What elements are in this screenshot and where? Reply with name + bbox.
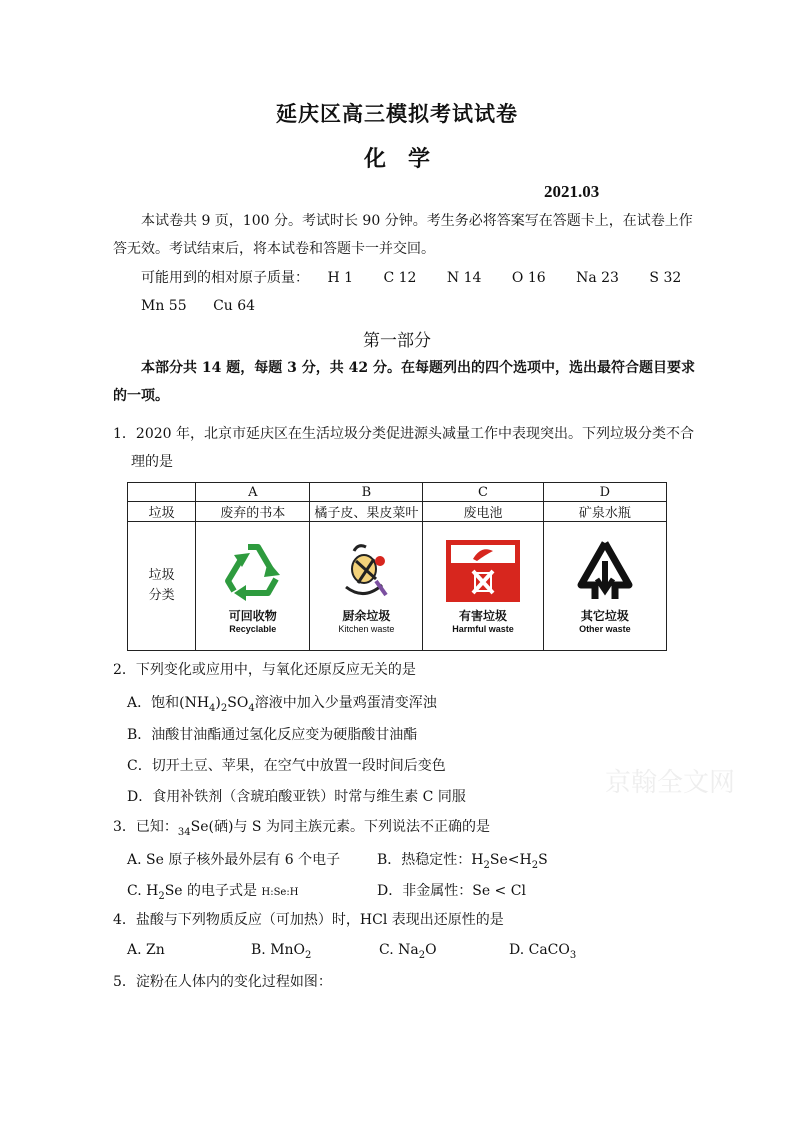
q2-option-c: C．切开土豆、苹果，在空气中放置一段时间后变色 (127, 758, 446, 774)
category-d-cn: 其它垃圾 (580, 608, 629, 623)
q4-option-b: B. MnO$_2$ (251, 942, 312, 961)
col-header-a: A (196, 483, 310, 502)
atomic-mass-row-2 (141, 292, 255, 320)
q3-stem: 3．已知：$_{34}$Se(硒)与 S 为同主族元素。下列说法不正确的是 (113, 819, 490, 838)
item-a: 废弃的书本 (196, 502, 310, 522)
category-d-en: Other waste (579, 623, 631, 634)
q3-option-c: C. $H_2Se$ 的电子式是 H:Se:H (127, 883, 299, 902)
mass-na: Na 23 (576, 270, 619, 286)
kitchen-waste-icon (336, 539, 396, 603)
item-b: 橘子皮、果皮菜叶 (310, 502, 423, 522)
q4-option-c: C. $Na_2O$ (379, 942, 437, 961)
recycle-icon (218, 539, 288, 603)
part1-desc-line1: 本部分共 14 题，每题 3 分，共 42 分。在每题列出的四个选项中，选出最符合题目要求 (141, 360, 695, 376)
col-header-d: D (543, 483, 666, 502)
mass-c: C 12 (383, 270, 417, 286)
q1-stem-line2: 理的是 (131, 454, 173, 470)
q4-option-d: D. CaCO$_3$ (509, 942, 577, 961)
waste-classification-table (127, 482, 667, 651)
category-b-cn: 厨余垃圾 (342, 608, 391, 623)
q2-stem: 2．下列变化或应用中，与氧化还原反应无关的是 (113, 662, 416, 678)
q2-option-d: D．食用补铁剂（含琥珀酸亚铁）时常与维生素 C 同服 (127, 789, 466, 805)
mass-s: S 32 (649, 270, 682, 286)
exam-subject: 化 学 (363, 146, 430, 172)
item-c: 废电池 (423, 502, 543, 522)
mass-h: H 1 (327, 270, 354, 286)
part1-desc-line2: 的一项。 (113, 388, 169, 404)
item-d: 矿泉水瓶 (543, 502, 666, 522)
category-c (423, 522, 543, 651)
watermark: 京翰全文网 (605, 768, 736, 798)
mass-n: N 14 (446, 270, 482, 286)
q2-option-b: B．油酸甘油酯通过氢化反应变为硬脂酸甘油酯 (127, 727, 418, 743)
atomic-mass-label: 可能用到的相对原子质量： (141, 270, 309, 286)
col-header-b: B (310, 483, 423, 502)
category-b (310, 522, 423, 651)
instructions-line1: 本试卷共 9 页，100 分。考试时长 90 分钟。考生务必将答案写在答题卡上，在试卷上作 (141, 213, 693, 229)
category-d (543, 522, 666, 651)
row-label-waste: 垃圾 (128, 502, 196, 522)
table-corner (128, 483, 196, 502)
q4-option-a: A. Zn (127, 942, 165, 958)
q1-stem-line1: 1．2020 年，北京市延庆区在生活垃圾分类促进源头减量工作中表现突出。下列垃圾分类不合 (113, 426, 694, 442)
mass-o: O 16 (511, 270, 546, 286)
q3-option-a: A. Se 原子核外最外层有 6 个电子 (127, 852, 341, 868)
mass-cu: Cu 64 (213, 298, 256, 314)
category-c-cn: 有害垃圾 (459, 608, 508, 623)
exam-date: 2021.03 (544, 182, 600, 201)
category-c-en: Harmful waste (452, 623, 514, 634)
category-a-en: Recyclable (229, 623, 277, 634)
h2se-electron-formula: H:Se:H (261, 887, 299, 898)
category-a (196, 522, 310, 651)
part1-heading: 第一部分 (363, 331, 431, 351)
q5-stem: 5．淀粉在人体内的变化过程如图： (113, 974, 332, 990)
q2-option-a: A．饱和$(NH_4)_2SO_4$溶液中加入少量鸡蛋清变浑浊 (127, 695, 437, 714)
mass-mn: Mn 55 (141, 298, 187, 314)
exam-title: 延庆区高三模拟考试试卷 (276, 101, 518, 126)
category-a-cn: 可回收物 (228, 608, 277, 623)
harmful-waste-icon (445, 539, 521, 603)
q3-option-d: D．非金属性：Se < Cl (377, 883, 526, 899)
q4-stem: 4．盐酸与下列物质反应（可加热）时，HCl 表现出还原性的是 (113, 912, 504, 928)
q3-option-b: B．热稳定性：$H_2Se<H_2S$ (377, 852, 548, 871)
instructions-line2: 答无效。考试结束后，将本试卷和答题卡一并交回。 (113, 241, 435, 257)
atomic-mass-row-1 (141, 264, 681, 292)
other-waste-icon (575, 539, 635, 603)
row-label-category: 垃圾分类 (128, 522, 196, 651)
category-b-en: Kitchen waste (338, 623, 395, 634)
col-header-c: C (423, 483, 543, 502)
